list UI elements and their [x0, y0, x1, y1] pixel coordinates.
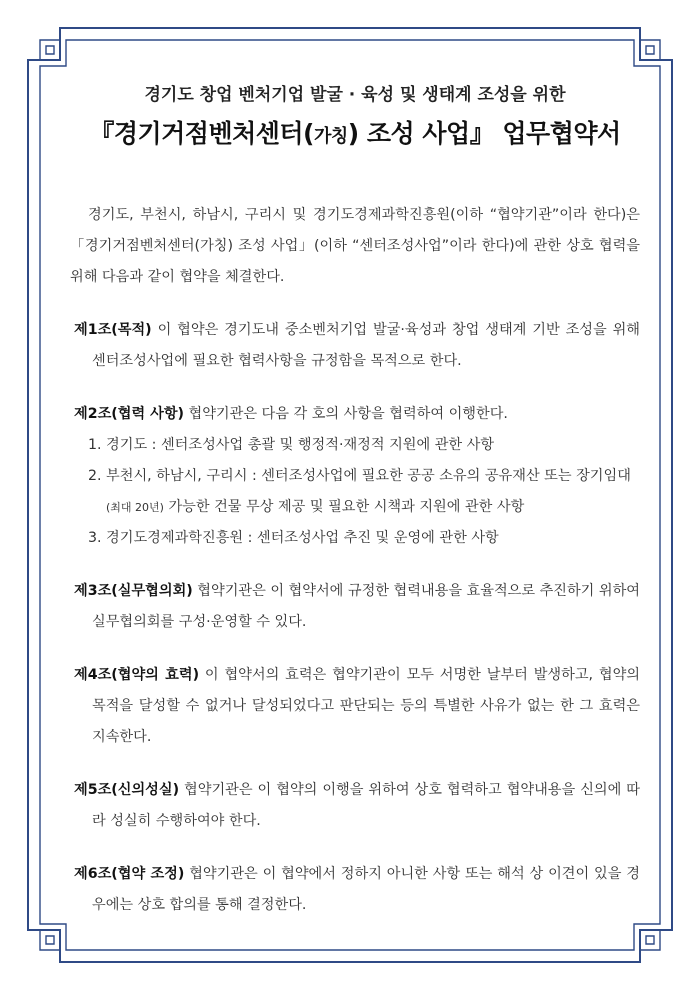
title-part-1: 『경기거점벤처센터(: [89, 119, 314, 148]
article-body: 협약기관은 이 협약서에 규정한 협력내용을 효율적으로 추진하기 위하여 실무협의회를 구성·운영할 수 있다.: [92, 583, 641, 630]
article-body: 협약기관은 다음 각 호의 사항을 협력하여 이행한다.: [184, 406, 508, 422]
article-2: [70, 399, 640, 430]
list-item-text: 2. 부천시, 하남시, 구리시 : 센터조성사업에 필요한 공공 소유의 공유재산 또는 장기임대: [88, 468, 631, 484]
article-heading: 제5조(신의성실): [74, 782, 180, 798]
list-item-note: (최대 20년): [106, 501, 164, 514]
agreement-document: [70, 82, 640, 921]
title-part-3: ) 조성 사업』 업무협약서: [347, 119, 621, 148]
document-subtitle: 경기도 창업 벤처기업 발굴 · 육성 및 생태계 조성을 위한: [144, 85, 566, 105]
intro-paragraph: 경기도, 부천시, 하남시, 구리시 및 경기도경제과학진흥원(이하 “협약기관”이라 한다)은 「경기거점벤처센터(가칭) 조성 사업」(이하 “센터조성사업”이라 한다)에 관한 상호 협력을 위해 다음과 같이 협약을 체결한다.: [70, 207, 640, 285]
list-item: 3. 경기도경제과학진흥원 : 센터조성사업 추진 및 운영에 관한 사항: [88, 530, 499, 546]
article-body: 협약기관은 이 협약의 이행을 위하여 상호 협력하고 협약내용을 신의에 따라 성실히 수행하여야 한다.: [92, 782, 640, 829]
list-item: 1. 경기도 : 센터조성사업 총괄 및 행정적·재정적 지원에 관한 사항: [88, 437, 495, 453]
article-body: 이 협약서의 효력은 협약기관이 모두 서명한 날부터 발생하고, 협약의 목적을 달성할 수 없거나 달성되었다고 판단되는 등의 특별한 사유가 없는 한 그 효력은 지속한다.: [92, 667, 640, 745]
article-4: [70, 660, 640, 753]
article-heading: 제1조(목적): [74, 322, 152, 338]
list-item: [88, 461, 640, 523]
article-heading: 제2조(협력 사항): [74, 406, 185, 422]
corner-ornament-bottom-left: [40, 930, 60, 950]
article-body: 협약기관은 이 협약에서 정하지 아니한 사항 또는 해석 상 이견이 있을 경우에는 상호 합의를 통해 결정한다.: [92, 866, 640, 913]
list-item-text: 가능한 건물 무상 제공 및 필요한 시책과 지원에 관한 사항: [163, 499, 525, 515]
article-1: [70, 315, 640, 377]
title-part-2: 가칭: [313, 126, 348, 147]
corner-ornament-top-left: [40, 40, 60, 60]
article-heading: 제6조(협약 조정): [74, 866, 185, 882]
corner-ornament-bottom-right: [640, 930, 660, 950]
document-title: [70, 114, 640, 154]
article-2-items: [70, 430, 640, 554]
article-heading: 제4조(협약의 효력): [74, 667, 200, 683]
article-5: [70, 775, 640, 837]
article-3: [70, 576, 640, 638]
corner-ornament-top-right: [640, 40, 660, 60]
article-heading: 제3조(실무협의회): [74, 583, 193, 599]
article-6: [70, 859, 640, 921]
article-body: 이 협약은 경기도내 중소벤처기업 발굴·육성과 창업 생태계 기반 조성을 위해 센터조성사업에 필요한 협력사항을 규정함을 목적으로 한다.: [92, 322, 640, 369]
